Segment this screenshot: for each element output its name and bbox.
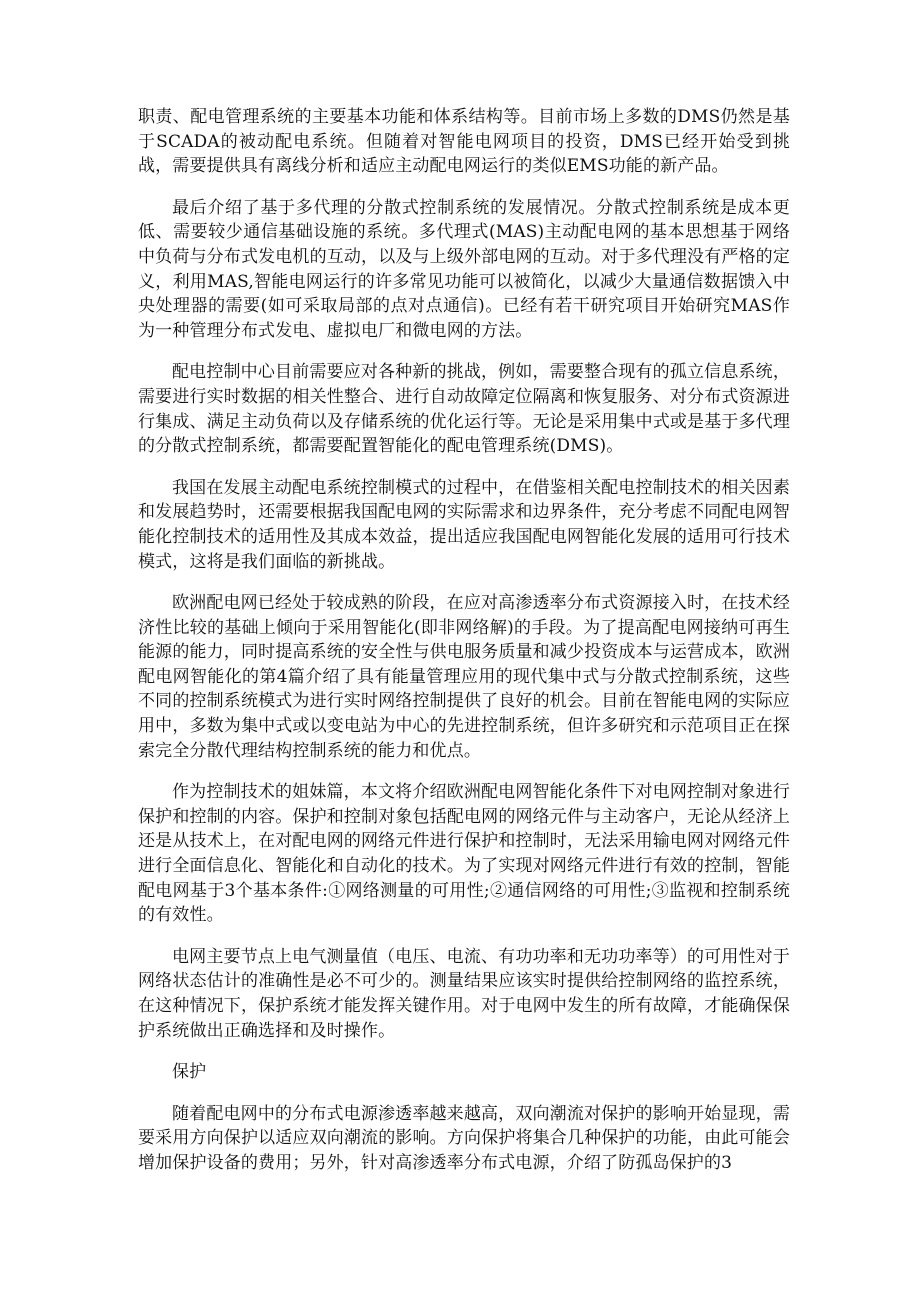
paragraph-control-center-challenges: 配电控制中心目前需要应对各种新的挑战，例如，需要整合现有的孤立信息系统，需要进行实时数据的相关性整合、进行自动故障定位隔离和恢复服务、对分布式资源进行集成、满足主动负荷以及存储系统的优化运行等。无论是采用集中式或是基于多代理的分散式控制系统，都需要配置智能化的配电管理系统(DMS)。 <box>138 362 790 457</box>
paragraph-measurement-availability: 电网主要节点上电气测量值（电压、电流、有功功率和无功功率等）的可用性对于网络状态估计的准确性是必不可少的。测量结果应该实时提供给控制网络的监控系统，在这种情况下，保护系统才能发挥关键作用。对于电网中发生的所有故障，才能确保保护系统做出正确选择和及时操作。 <box>138 946 790 1041</box>
paragraph-multi-agent-control: 最后介绍了基于多代理的分散式控制系统的发展情况。分散式控制系统是成本更低、需要较少通信基础设施的系统。多代理式(MAS)主动配电网的基本思想基于网络中负荷与分布式发电机的互动，以及与上级外部电网的互动。对于多代理没有严格的定义，利用MAS,智能电网运行的许多常见功能可以被简化，以减少大量通信数据馈入中央处理器的需要(如可采取局部的点对点通信)。已经有若干研究项目开始研究MAS作为一种管理分布式发电、虚拟电厂和微电网的方法。 <box>138 197 790 341</box>
section-heading-protection: 保护 <box>172 1062 207 1083</box>
paragraph-china-development: 我国在发展主动配电系统控制模式的过程中，在借鉴相关配电控制技术的相关因素和发展趋势时，还需要根据我国配电网的实际需求和边界条件，充分考虑不同配电网智能化控制技术的适用性及其成本效益，提出适应我国配电网智能化发展的适用可行技术模式，这将是我们面临的新挑战。 <box>138 477 790 572</box>
document-page <box>138 105 790 1193</box>
paragraph-dms-continuation: 职责、配电管理系统的主要基本功能和体系结构等。目前市场上多数的DMS仍然是基于SCADA的被动配电系统。但随着对智能电网项目的投资，DMS已经开始受到挑战，需要提供具有离线分析和适应主动配电网运行的类似EMS功能的新产品。 <box>138 107 790 177</box>
paragraph-protection-and-control: 作为控制技术的姐妹篇，本文将介绍欧洲配电网智能化条件下对电网控制对象进行保护和控制的内容。保护和控制对象包括配电网的网络元件与主动客户，无论从经济上还是从技术上，在对配电网的网络元件进行保护和控制时，无法采用输电网对网络元件进行全面信息化、智能化和自动化的技术。为了实现对网络元件进行有效的控制，智能配电网基于3个基本条件:①网络测量的可用性;②通信网络的可用性;③监视和控制系统的有效性。 <box>138 782 790 926</box>
paragraph-european-distribution: 欧洲配电网已经处于较成熟的阶段，在应对高渗透率分布式资源接入时，在技术经济性比较的基础上倾向于采用智能化(即非网络解)的手段。为了提高配电网接纳可再生能源的能力，同时提高系统的安全性与供电服务质量和减少投资成本与运营成本，欧洲配电网智能化的第4篇介绍了具有能量管理应用的现代集中式与分散式控制系统，这些不同的控制系统模式为进行实时网络控制提供了良好的机会。目前在智能电网的实际应用中，多数为集中式或以变电站为中心的先进控制系统，但许多研究和示范项目正在探索完全分散代理结构控制系统的能力和优点。 <box>138 593 790 761</box>
paragraph-directional-protection: 随着配电网中的分布式电源渗透率越来越高，双向潮流对保护的影响开始显现，需要采用方向保护以适应双向潮流的影响。方向保护将集合几种保护的功能，由此可能会增加保护设备的费用；另外，针对高渗透率分布式电源，介绍了防孤岛保护的3 <box>138 1103 790 1173</box>
